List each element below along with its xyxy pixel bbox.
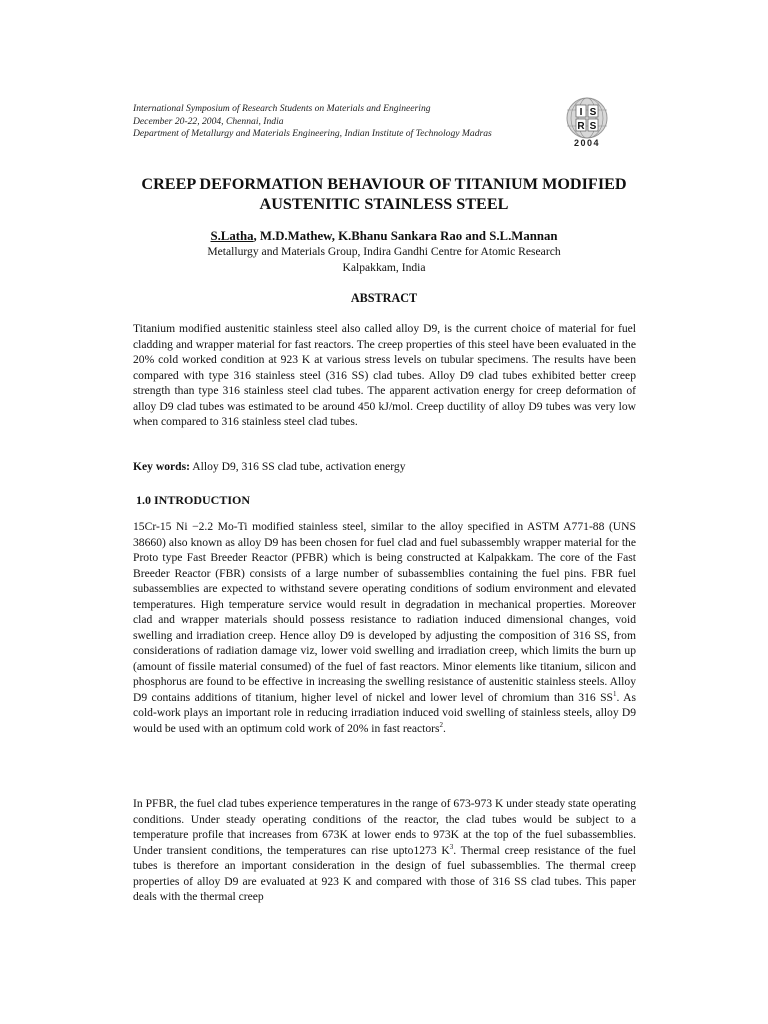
intro-p1-text-c: . xyxy=(443,721,446,735)
affiliation xyxy=(100,244,668,275)
co-authors: , M.D.Mathew, K.Bhanu Sankara Rao and S.L.Mannan xyxy=(253,229,558,243)
conference-date: December 20-22, 2004, Chennai, India xyxy=(133,115,284,127)
title-line-1: CREEP DEFORMATION BEHAVIOUR OF TITANIUM MODIFIED xyxy=(141,175,627,193)
abstract-text: Titanium modified austenitic stainless steel also called alloy D9, is the current choice of material for fuel cladding and wrapper material for fast reactors. The creep properties of this steel have been evaluated in the 20% cold worked condition at 923 K at various stress levels on tubular specimens. The results have been compared with type 316 stainless steel (316 SS) clad tubes. Alloy D9 clad tubes exhibited better creep strength than type 316 stainless steel clad tubes. The apparent activation energy for creep deformation of alloy D9 clad tubes was estimated to be around 450 kJ/mol. Creep ductility of alloy D9 tubes was very low when compared to 316 stainless steel clad tubes. xyxy=(133,322,636,428)
title-line-2: AUSTENITIC STAINLESS STEEL xyxy=(259,195,509,213)
presenting-author: S.Latha xyxy=(210,229,254,243)
affiliation-line-1: Metallurgy and Materials Group, Indira Gandhi Centre for Atomic Research xyxy=(207,245,561,258)
intro-p2-text-a: In PFBR, the fuel clad tubes experience temperatures in the range of 673-973 K under steady state operating conditions. Under steady operating conditions of the reactor, the clad tubes would be subject to a temperature profile that increases from 673K at lower ends to 973K at the top of the fuel subassemblies. Under transient conditions, the temperatures can rise upto1273 K xyxy=(133,797,636,857)
conference-header xyxy=(133,103,553,141)
introduction-paragraph-2 xyxy=(133,796,636,905)
reference-3: 3 xyxy=(449,842,454,851)
logo-year: 2004 xyxy=(573,138,601,148)
keywords-text: Alloy D9, 316 SS clad tube, activation energy xyxy=(190,460,406,473)
intro-p1-text-b: . As cold-work plays an important role in reducing irradiation induced void swelling of stainless steels, alloy D9 would be used with an optimum cold work of 20% in fast reactors xyxy=(133,690,637,735)
section-heading-introduction: 1.0 INTRODUCTION xyxy=(136,493,251,507)
logo-letter-3: R xyxy=(577,121,585,132)
introduction-paragraph-1 xyxy=(133,519,636,736)
intro-p1-text-a: 15Cr-15 Ni −2.2 Mo-Ti modified stainless steel, similar to the alloy specified in ASTM A771-88 (UNS 38660) also known as alloy D9 has been chosen for fuel clad and fuel subassembly wrapper material for the Proto type Fast Breeder Reactor (PFBR) which is being constructed at Kalpakkam. The core of the Fast Breeder Reactor (FBR) consists of a large number of subassemblies containing the fuel pins. FBR fuel subassemblies are expected to withstand severe operating conditions of sodium environment and elevated temperatures. High temperature service would result in degradation in mechanical properties. Moreover clad and wrapper materials should possess resistance to radiation induced dimensional changes, void swelling and irradiation creep. Hence alloy D9 is developed by adjusting the composition of 316 SS, from considerations of radiation damage viz, lower void swelling and irradiation creep, which limits the burn up (amount of fissile material consumed) of the fuel of fast reactors. Minor elements like titanium, silicon and phosphorus are found to be effective in increasing the swelling resistance of austenitic stainless steels. Alloy D9 contains additions of titanium, higher level of nickel and lower level of chromium than 316 SS xyxy=(133,520,636,704)
logo-letter-2: S xyxy=(589,107,597,118)
isrs-logo xyxy=(557,96,617,148)
affiliation-line-2: Kalpakkam, India xyxy=(342,260,426,274)
intro-p2-text-b: . Thermal creep resistance of the fuel tubes is therefore an important consideration in the design of fuel subassemblies. The thermal creep properties of alloy D9 are evaluated at 923 K and compared with those of 316 SS clad tubes. This paper deals with the thermal creep xyxy=(133,843,637,903)
paper-title xyxy=(100,174,668,214)
author-list xyxy=(100,228,668,244)
reference-1: 1 xyxy=(612,689,617,698)
conference-department: Department of Metallurgy and Materials Engineering, Indian Institute of Technology Madras xyxy=(133,128,492,139)
logo-letter-1: I xyxy=(579,107,583,118)
keywords xyxy=(133,460,636,473)
logo-letter-4: S xyxy=(589,121,597,132)
keywords-label: Key words: xyxy=(133,460,190,473)
reference-2: 2 xyxy=(439,720,444,729)
conference-name: International Symposium of Research Students on Materials and Engineering xyxy=(133,103,431,114)
abstract-heading: ABSTRACT xyxy=(350,291,418,305)
